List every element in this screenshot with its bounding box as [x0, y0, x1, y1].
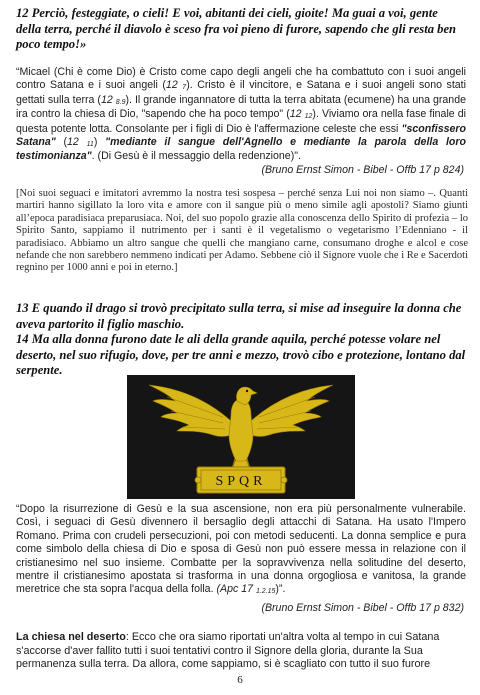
verse-ref: 12 $_{12}$ [289, 108, 313, 121]
spqr-label: SPQR [215, 474, 267, 489]
quote-text: “Dopo la risurrezione di Gesù e la sua ascensione, non era più personalmente vulnerabile. Così, i seguaci di Gesù divennero il bersaglio degli attacchi di Satana. Ha usato l'Impero Romano. Prima con crudeli persecuzioni, poi con metodi seducenti. La donna semplice e pura come simbolo della chiesa di Dio e sposa di Gesù non può essere messa in relazione con il cristianesimo nel suo insieme. Combatte per la sopravvivenza nella solitudine del deserto, mentre il cristianesimo apostata si trasforma in una donna orgogliosa e vanitosa, la grande meretrice che sta sopra l'acqua della folla. [16, 503, 466, 596]
eagle-head [236, 387, 257, 405]
verse-ref: (Apc 17 $_{1.2.15}$ [216, 583, 276, 596]
page-number: 6 [237, 674, 243, 686]
verse-ref: 12 $_{8.9}$ [100, 93, 126, 106]
quote-text: )”. [275, 583, 286, 596]
quote-text: ). Viviamo ora nella fase finale di questa potente lotta. Consolante per i figli di Dio è l'affermazione celeste che essi [16, 108, 466, 135]
editorial-note: [Noi suoi seguaci e imitatori avremmo la nostra tesi sospesa – perché senza Lui noi non siamo –. Quanti martiri hanno sigillato la loro vita e amore con il sangue più o meno simile agli apostoli? Siamo giunti all’epoca paradisiaca preparusiaca. Noi, del suo popolo grazie alla conoscenza dello Spirito di profezia – lo Spirito Santo, sappiamo il nutrimento per i santi è il vegetalismo o vegetarismo l’Edenniano - il paradisiaco. Abbiamo un altro sangue che quelli che mangiano carne, consumano droghe e alcol e cose nefande che non sarebbero nemmeno indicati per Adamo. Sebbene ciò il Signore vuole che i Re e Sacerdoti regnino per 1000 anni e poi in eterno.] [16, 188, 468, 274]
citation-1: (Bruno Ernst Simon - Bibel - Offb 17 p 824) [261, 164, 464, 176]
citation-2: (Bruno Ernst Simon - Bibel - Offb 17 p 832) [261, 602, 464, 614]
verse-ref: 12 $_{11}$ [67, 136, 94, 149]
emphasis: "sconfissero Satana" [16, 122, 466, 149]
quote-church [16, 503, 466, 598]
quote-michael [16, 66, 466, 164]
quote-text: ). Cristo è il vincitore, e Satana e i suoi angeli sono stati gettati sulla terra ( [16, 79, 466, 106]
verse-ref: 12 $_7$ [165, 79, 187, 92]
quote-text: ) [93, 136, 106, 149]
eagle-emblem [127, 375, 355, 499]
quote-text: . (Di Gesù è il messaggio della redenzione)". [91, 150, 301, 163]
spqr-eagle-banner [127, 375, 355, 499]
section-paragraph [16, 631, 468, 672]
emphasis: "mediante il sangue dell'Agnello e mediante la parola della loro testimonianza" [16, 136, 466, 163]
section-heading: La chiesa nel deserto [16, 631, 126, 643]
quote-text: “Micael (Chi è come Dio) è Cristo come capo degli angeli che ha combattuto con i suoi angeli contro Satana e i suoi angeli ( [16, 66, 466, 92]
paragraph-text: : Ecco che ora siamo riportati un'altra volta al tempo in cui Satana s'accorse d'aver fallito tutti i suoi tentativi contro il Signore della gloria, durante la Sua permanenza sulla terra. Da allora, come sappiamo, si è scagliato con tutto il suo furore [16, 631, 440, 671]
verse-12: 12 Perciò, festeggiate, o cieli! E voi, abitanti dei cieli, gioite! Ma guai a voi, gente della terra, perché il diavolo è sceso fra voi pieno di furore, sapendo che gli resta ben poco tempo!» [16, 6, 457, 52]
quote-text: ( [55, 136, 68, 149]
verse-14: 14 Ma alla donna furono date le ali della grande aquila, perché potesse volare nel deserto, nel suo rifugio, dove, per tre anni e mezzo, trovò cibo e protezione, lontano dal serpente. [16, 332, 466, 378]
quote-text: ). Il grande ingannatore di tutta la terra abitata (ecumene) ha una grande ira contro la chiesa di Dio, "sapendo che ha poco tempo" ( [16, 93, 466, 121]
eagle-body [229, 399, 253, 463]
verse-13: 13 E quando il drago si trovò precipitato sulla terra, si mise ad inseguire la donna che aveva partorito il figlio maschio. [16, 301, 462, 331]
